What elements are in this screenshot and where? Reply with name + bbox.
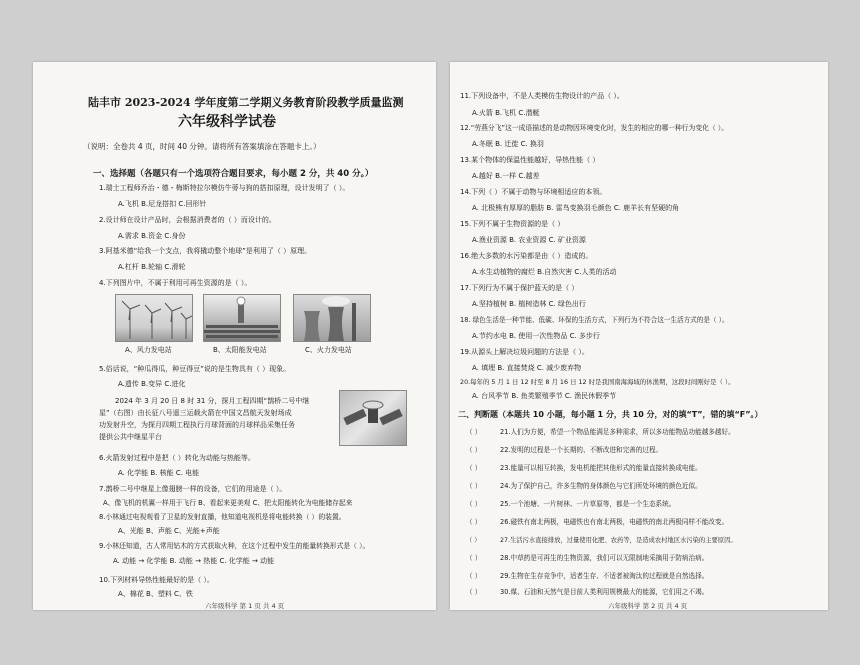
thermal-plant-photo [293,294,371,342]
question-1-stem: 1.瑞士工程师乔治・德・梅斯特拉尔模仿牛蒡与狗的搭扣原理，设计发明了（ ）。 [99,184,350,192]
tf-26-blank: （ ） [466,518,482,526]
exam-subject-title: 六年级科学试卷 [178,114,276,130]
question-3-options: A.杠杆 B.轮轴 C.滑轮 [118,263,186,271]
wind-farm-photo [115,294,193,342]
tf-29-text: 29.生物在生存竞争中，适者生存、不适者被淘汰的过程就是自然选择。 [500,572,709,580]
question-19-options: A. 填埋 B. 直接焚烧 C. 减少废弃物 [472,364,582,372]
tf-30-text: 30.煤、石油和天然气是目前人类利用规模最大的能源，它们用之不竭。 [500,588,709,596]
tf-23-blank: （ ） [466,464,482,472]
exam-header-title: 陆丰市 2023-2024 学年度第二学期义务教育阶段教学质量监测 [88,96,404,109]
tf-item-28 [466,554,708,563]
tf-24-text: 24.为了保护自己，许多生物的身体颜色与它们所处环境的颜色近似。 [500,482,702,490]
question-8-options: A、光能 B、声能 C、光能+声能 [118,527,220,535]
question-8-stem: 8.小林通过电视观看了卫星的发射直播，他知道电视机是将电能转换（ ）的装置。 [99,513,346,521]
tf-item-29 [466,572,708,581]
tf-item-25 [466,500,675,509]
tf-22-blank: （ ） [466,446,482,454]
question-17-options: A.坚持植树 B. 植树造林 C. 绿色出行 [472,300,586,308]
tf-27-blank: （ ） [466,537,481,544]
passage-line-4: 提供公共中继星平台 [99,433,162,441]
question-3-stem: 3.阿基米德“给我一个支点，我将撬动整个地球”是利用了（ ）原理。 [99,247,312,255]
tf-26-text: 26.磁铁有南北两极，电磁铁也有南北两极，电磁铁的南北两极同样不能改变。 [500,518,729,526]
tf-25-blank: （ ） [466,500,482,508]
tf-item-30 [466,588,708,597]
question-14-stem: 14.下列（ ）不属于动物与环境相适应的本领。 [460,188,607,196]
question-2-options: A.需求 B.资金 C.身份 [118,232,186,240]
tf-item-26 [466,518,728,527]
tf-item-24 [466,482,702,491]
relay-satellite-photo [339,390,407,446]
question-2-stem: 2.设计师在设计产品时，会根据消费者的（ ）而设计的。 [99,216,276,224]
question-6-stem: 6.火箭发射过程中是把（ ）转化为动能与热能等。 [99,454,255,462]
passage-line-2: 星”（右图）由长征八号遥三运载火箭在中国文昌航天发射场成 [99,409,292,417]
tf-22-text: 22.发明的过程是一个长期的、不断改进和完善的过程。 [500,446,663,454]
question-6-options: A. 化学能 B. 核能 C. 电能 [118,469,200,477]
tf-30-blank: （ ） [466,588,482,596]
tf-23-text: 23.能量可以相互转换，发电机能把其他形式的能量直接转换成电能。 [500,464,702,472]
question-10-options: A、棉花 B、塑料 C、铁 [118,590,193,598]
tf-25-text: 25.一个池塘、一片树林、一片草原等，都是一个生态系统。 [500,500,676,508]
tf-28-text: 28.中草药是可再生的生物资源，我们可以无限制地采摘用于防病治病。 [500,554,709,562]
question-18-stem: 18. 绿色生活是一种节能、低碳、环保的生活方式，下列行为不符合这一生活方式的是（ ）。 [460,316,729,324]
page-2-footer: 六年级科学 第 2 页 共 4 页 [608,602,688,610]
section-2-header: 二、判断题（本题共 10 小题，每小题 1 分，共 10 分，对的填“T”，错的填“F”。） [458,410,763,419]
question-15-options: A.渔业资源 B. 农业资源 C. 矿业资源 [472,236,586,244]
exam-page-2 [450,62,828,610]
q4-caption-a: A、风力发电站 [125,346,172,354]
question-7-stem: 7.鹊桥二号中继星上像翅膀一样的设备，它们的用途是（ ）。 [99,485,287,493]
exam-page-1 [33,62,436,610]
question-18-options: A.节约水电 B. 使用一次性物品 C. 多步行 [472,332,600,340]
question-9-options: A. 动能 → 化学能 B. 动能 → 热能 C. 化学能 → 动能 [113,557,275,565]
question-10-stem: 10.下列材料导热性能最好的是（ ）。 [99,576,214,584]
tf-27-text: 27.生活污水直接排放，过量使用化肥、农药等，是造成农村地区水污染的主要原因。 [500,537,737,544]
question-20-options: A. 台风季节 B. 鱼类繁殖季节 C. 渔民休假季节 [472,392,617,400]
solar-plant-photo [203,294,281,342]
question-14-options: A. 北极熊有厚厚的脂肪 B. 雷鸟变换羽毛颜色 C. 鹿羊长有坚硬的角 [472,204,680,212]
passage-line-3: 功发射升空，为探月四期工程执行月球背面的月球样品采集任务 [99,421,295,429]
question-13-options: A.越好 B.一样 C.越差 [472,172,540,180]
question-13-stem: 13.某个物体的保温性能越好，导热性能（ ） [460,156,600,164]
tf-21-text: 21.人们为方便，希望一个物品能满足多种需求，所以多功能物品功能越多越好。 [500,428,735,436]
tf-item-21 [466,428,735,437]
question-16-options: A.水生动植物的腐烂 B.自然灾害 C.人类的活动 [472,268,617,276]
tf-item-23 [466,464,702,473]
question-5-options: A.遗传 B.变异 C.进化 [118,380,186,388]
question-11-options: A.火箭 B.飞机 C.潜艇 [472,109,540,117]
q4-caption-b: B、太阳能发电站 [213,346,267,354]
page-1-footer: 六年级科学 第 1 页 共 4 页 [205,602,285,610]
q4-caption-c: C、火力发电站 [305,346,352,354]
exam-instruction: （说明：全卷共 4 页，时间 40 分钟。请将所有答案填涂在答题卡上。） [83,142,321,151]
tf-21-blank: （ ） [466,428,482,436]
question-4-stem: 4.下列图片中，不属于利用可再生资源的是（ ）。 [99,279,252,287]
question-9-stem: 9.小林还知道，古人常用钻木的方式获取火种，在这个过程中发生的能量转换形式是（ ）。 [99,542,370,550]
question-12-stem: 12.“劳燕分飞”这一成语描述的是动物因环境变化时，发生的相应的哪一种行为变化（ ）。 [460,124,729,132]
question-7-options: A、像飞机的机翼一样用于飞行 B、看起来更美观 C、把太阳能转化为电能储存起来 [103,499,353,507]
tf-29-blank: （ ） [466,572,482,580]
passage-line-1: 2024 年 3 月 20 日 8 时 31 分，探月工程四期“鹊桥二号中继 [115,397,310,405]
question-1-options: A.飞机 B.尼龙搭扣 C.回形针 [118,200,207,208]
tf-28-blank: （ ） [466,554,482,562]
question-20-stem: 20.每年的 5 月 1 日 12 时至 8 月 16 日 12 时是我国南海海域的休渔期，这段时间刚好是（ ）。 [460,378,735,386]
question-15-stem: 15.下列不属于生物资源的是（ ） [460,220,565,228]
tf-item-27 [466,536,737,545]
question-5-stem: 5.俗话说，“种瓜得瓜，种豆得豆”说的是生物具有（ ）现象。 [99,365,291,373]
tf-24-blank: （ ） [466,482,482,490]
question-11-stem: 11.下列设备中，不是人类模仿生物设计的产品（ ）。 [460,92,624,100]
section-1-header: 一、选择题（各题只有一个选项符合题目要求，每小题 2 分，共 40 分。） [93,169,374,179]
question-19-stem: 19.从源头上解决垃圾问题的方法是（ ）。 [460,348,589,356]
question-16-stem: 16.绝大多数的水污染都是由（ ）造成的。 [460,252,593,260]
question-17-stem: 17.下列行为不属于保护蓝天的是（ ） [460,284,579,292]
tf-item-22 [466,446,662,455]
question-12-options: A.冬眠 B. 迁徙 C. 换羽 [472,140,544,148]
